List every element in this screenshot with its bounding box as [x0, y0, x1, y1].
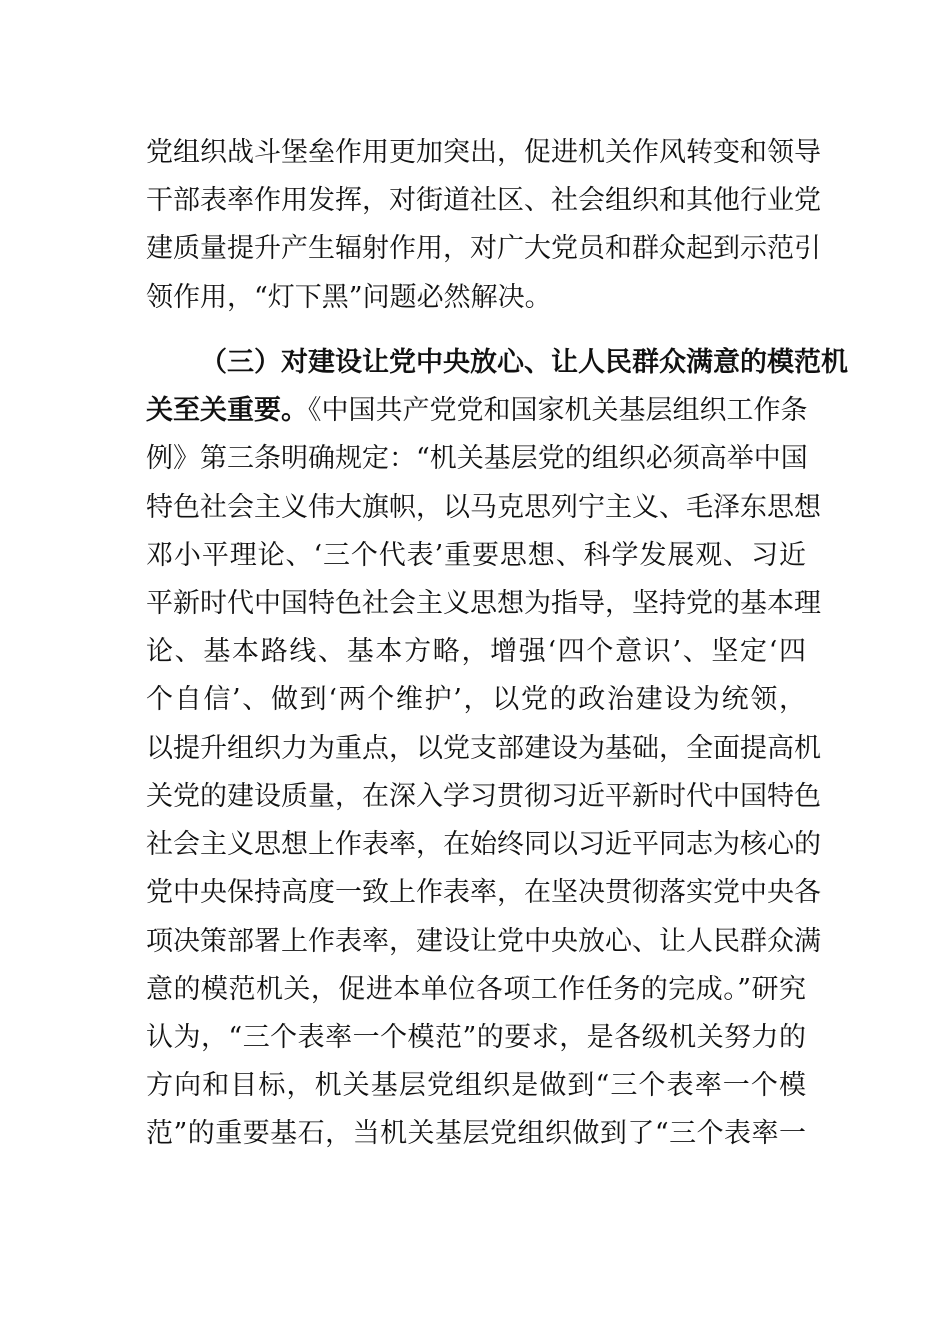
section-heading-line-2: 关至关重要。 [146, 395, 308, 426]
paragraph-2-line-14: 意的模范机关，促进本单位各项工作任务的完成。”研究 [146, 974, 806, 1005]
paragraph-2-line-12: 党中央保持高度一致上作表率，在坚决贯彻落实党中央各 [146, 877, 821, 908]
paragraph-2-line-8: 个自信’、做到‘两个维护’，以党的政治建设为统领， [146, 684, 806, 715]
paragraph-1-line-3: 建质量提升产生辐射作用，对广大党员和群众起到示范引 [146, 233, 821, 264]
paragraph-2-line-5: 邓小平理论、‘三个代表’重要思想、科学发展观、习近 [146, 540, 806, 571]
paragraph-2-line-2 [146, 391, 806, 431]
paragraph-2-line-16: 方向和目标，机关基层党组织是做到“三个表率一个模 [146, 1070, 806, 1101]
paragraph-2-line-18 [146, 1162, 806, 1202]
paragraph-2-line-7: 论、基本路线、基本方略，增强‘四个意识’、坚定‘四 [146, 636, 806, 667]
paragraph-2-line-2-text: 《中国共产党党和国家机关基层组织工作条 [308, 395, 808, 426]
paragraph-2-line-4: 特色社会主义伟大旗帜，以马克思列宁主义、毛泽东思想 [146, 492, 821, 523]
section-heading-line-1: （三）对建设让党中央放心、让人民群众满意的模范机 [200, 347, 848, 378]
paragraph-2-line-10: 关党的建设质量，在深入学习贯彻习近平新时代中国特色 [146, 781, 821, 812]
paragraph-2-line-15: 认为，“三个表率一个模范”的要求，是各级机关努力的 [146, 1022, 806, 1053]
paragraph-2-line-11: 社会主义思想上作表率，在始终同以习近平同志为核心的 [146, 829, 821, 860]
paragraph-2-line-6: 平新时代中国特色社会主义思想为指导，坚持党的基本理 [146, 588, 821, 619]
paragraph-2-line-13: 项决策部署上作表率，建设让党中央放心、让人民群众满 [146, 926, 821, 957]
paragraph-2-line-9: 以提升组织力为重点，以党支部建设为基础，全面提高机 [146, 733, 821, 764]
paragraph-1-line-4: 领作用，“灯下黑”问题必然解决。 [146, 282, 552, 313]
paragraph-2-line-17: 范”的重要基石，当机关基层党组织做到了“三个表率一 [146, 1118, 806, 1149]
paragraph-2-line-3: 例》第三条明确规定：“机关基层党的组织必须高举中国 [146, 443, 808, 474]
paragraph-1-line-1: 党组织战斗堡垒作用更加突出，促进机关作风转变和领导 [146, 137, 821, 168]
paragraph-1-line-2: 干部表率作用发挥，对街道社区、社会组织和其他行业党 [146, 185, 821, 216]
